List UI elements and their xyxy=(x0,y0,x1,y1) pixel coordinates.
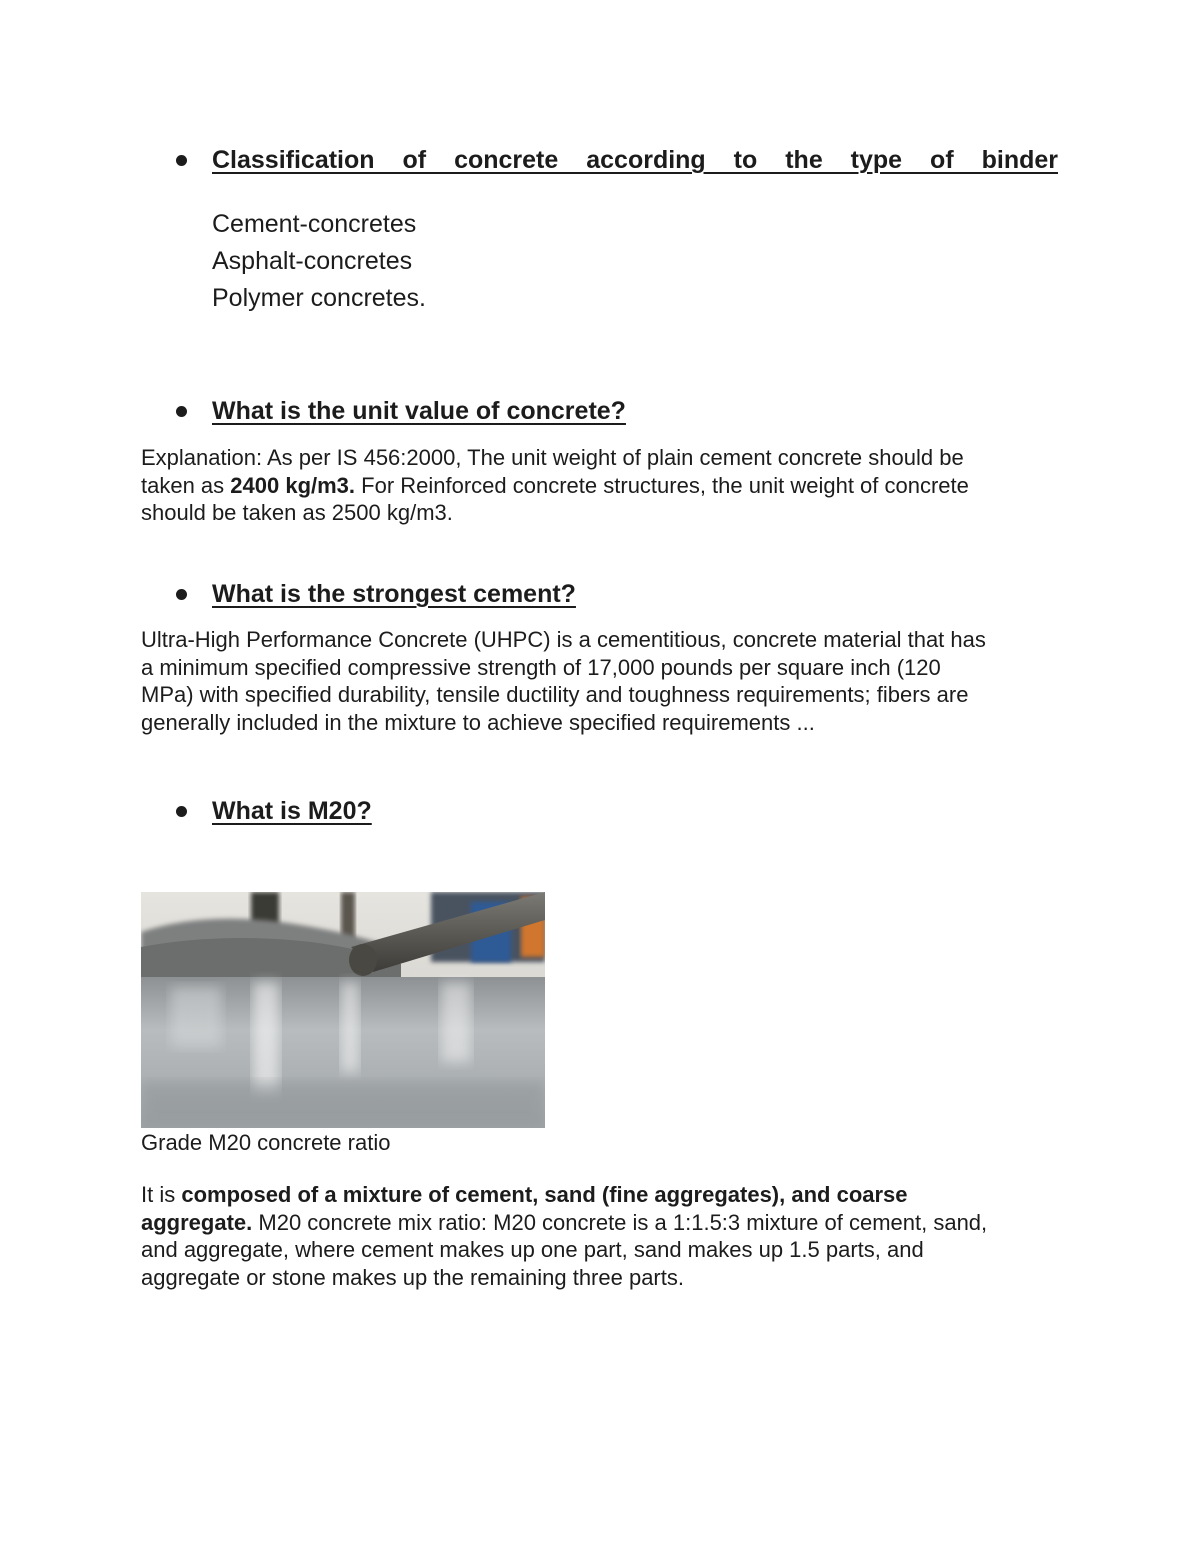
binder-type-item: Asphalt-concretes xyxy=(212,247,413,275)
section-heading: Classification of concrete according to the type of binder xyxy=(212,146,1058,174)
section-heading: What is the unit value of concrete? xyxy=(212,397,626,425)
paragraph-line: Explanation: As per IS 456:2000, The unit weight of plain cement concrete should be xyxy=(141,445,964,470)
bullet-icon xyxy=(176,589,187,600)
bullet-icon xyxy=(176,806,187,817)
paragraph-line: MPa) with specified durability, tensile ductility and toughness requirements; fibers are xyxy=(141,682,969,707)
bullet-icon xyxy=(176,155,187,166)
binder-type-item: Cement-concretes xyxy=(212,210,417,238)
binder-type-item: Polymer concretes. xyxy=(212,284,426,312)
bold-value: 2400 kg/m3. xyxy=(230,472,356,498)
paragraph-line: should be taken as 2500 kg/m3. xyxy=(141,500,453,525)
m20-paragraph xyxy=(141,1181,1061,1291)
uhpc-paragraph xyxy=(141,626,1061,736)
photo-caption: Grade M20 concrete ratio xyxy=(141,1130,391,1155)
paragraph-line: Ultra-High Performance Concrete (UHPC) is a cementitious, concrete material that has xyxy=(141,627,986,652)
paragraph-line: taken as 2400 kg/m3. For Reinforced concrete structures, the unit weight of concrete xyxy=(141,472,969,498)
section-heading: What is the strongest cement? xyxy=(212,580,576,608)
bold-phrase: aggregate. xyxy=(141,1209,253,1235)
section-heading: What is M20? xyxy=(212,797,372,825)
bullet-icon xyxy=(176,406,187,417)
paragraph-line: It is composed of a mixture of cement, sand (fine aggregates), and coarse xyxy=(141,1182,908,1207)
paragraph-line: and aggregate, where cement makes up one part, sand makes up 1.5 parts, and xyxy=(141,1237,924,1262)
unit-value-paragraph xyxy=(141,444,1061,527)
paragraph-line: generally included in the mixture to achieve specified requirements ... xyxy=(141,709,815,735)
paragraph-line: a minimum specified compressive strength of 17,000 pounds per square inch (120 xyxy=(141,654,941,680)
concrete-pouring-photo xyxy=(141,892,545,1128)
paragraph-line: aggregate or stone makes up the remaining three parts. xyxy=(141,1264,684,1290)
paragraph-line: aggregate. M20 concrete mix ratio: M20 concrete is a 1:1.5:3 mixture of cement, sand, xyxy=(141,1209,988,1235)
bold-phrase: composed of a mixture of cement, sand (fine aggregates), and coarse xyxy=(181,1182,908,1207)
